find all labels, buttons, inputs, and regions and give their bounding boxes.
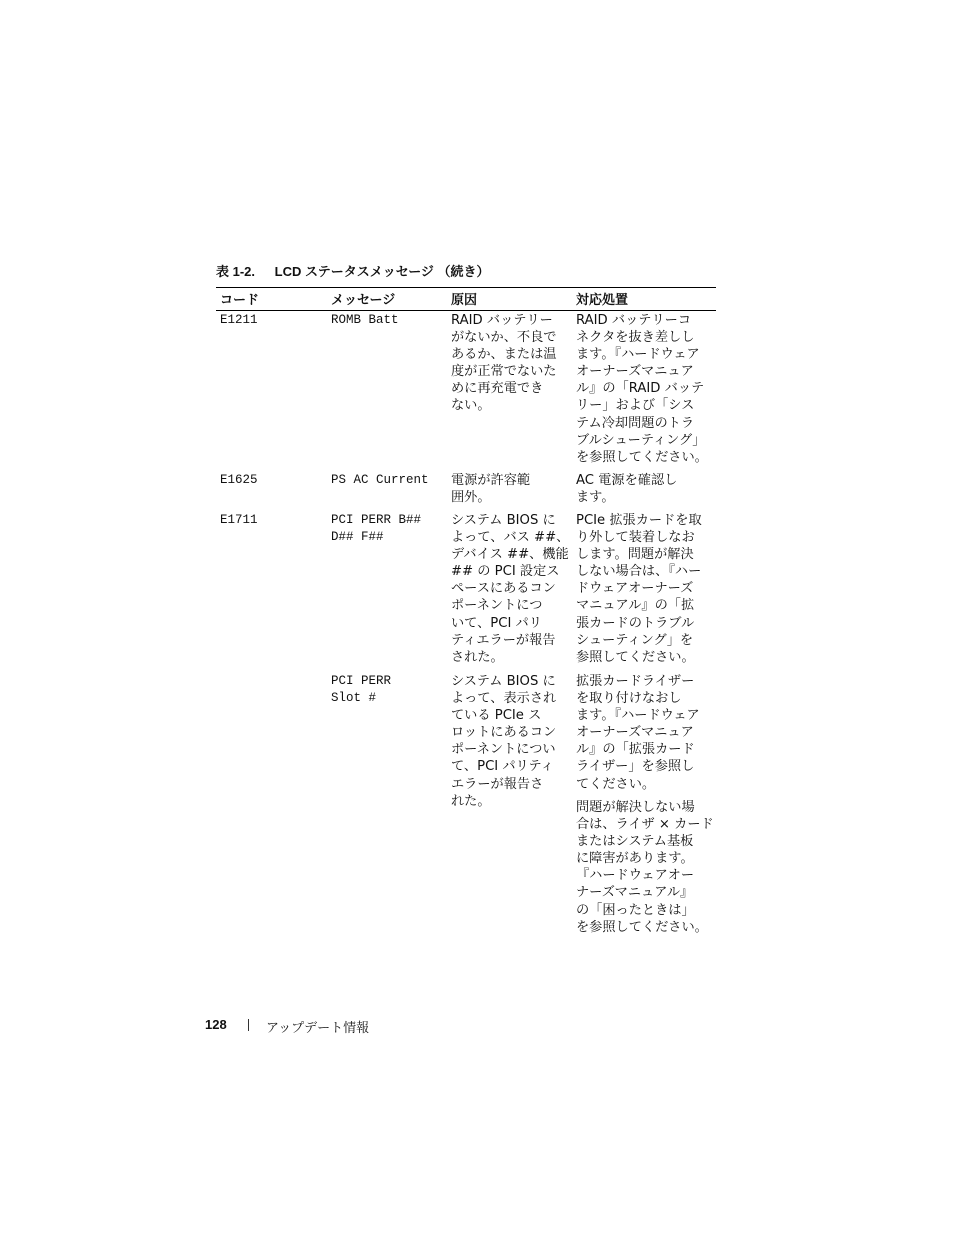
row-action-extra: 問題が解決しない場 合は、ライザ × カード またはシステム基板 に障害があります。 『ハードウェアオー ナーズマニュアル』 の「困ったときは」 を参照してください。 xyxy=(576,800,714,935)
table-caption-title: LCD ステータスメッセージ （続き） xyxy=(274,264,490,279)
section-title: アップデート情報 xyxy=(266,1021,370,1036)
row-message: PS AC Current xyxy=(331,473,429,487)
row-message: ROMB Batt xyxy=(331,313,399,327)
row-message: PCI PERR B## D## F## xyxy=(331,513,422,545)
row-cause: RAID バッテリー がないか、不良で あるか、または温 度が正常でないた めに再充電でき ない。 xyxy=(451,313,557,414)
row-cause: 電源が許容範 囲外。 xyxy=(451,473,531,506)
table-caption xyxy=(216,261,490,280)
row-action: 拡張カードライザー を取り付けなおし ます。『ハードウェア オーナーズマニュア ル』の「拡張カード ライザー」を参照し てください。 xyxy=(576,674,700,792)
row-code: E1625 xyxy=(220,473,258,487)
header-code: コード xyxy=(220,292,260,307)
row-code: E1711 xyxy=(220,513,258,527)
header-bottom-rule xyxy=(216,310,716,311)
table-caption-label: 表 1-2. xyxy=(216,264,256,279)
header-message: メッセージ xyxy=(331,292,396,307)
row-action: PCIe 拡張カードを取 り外して装着しなお します。問題が解決 しない場合は、『ハー ドウェアオーナーズ マニュアル』の「拡 張カードのトラブル シューティング」を 参照してください。 xyxy=(576,513,702,665)
row-message: PCI PERR Slot # xyxy=(331,674,392,706)
row-code: E1211 xyxy=(220,313,258,327)
header-cause: 原因 xyxy=(451,292,478,307)
row-cause: システム BIOS に よって、バス ##、 デバイス ##、機能 ## の PCI 設定ス ペースにあるコン ポーネントにつ いて、PCI パリ ティエラーが報告 された。 xyxy=(451,513,570,665)
page-number: 128 xyxy=(205,1017,227,1032)
row-action: RAID バッテリーコ ネクタを抜き差しし ます。『ハードウェア オーナーズマニュア ル』の「RAID バッテ リー」および「シス テム冷却問題のトラ ブルシューティング」 を参照してください。 xyxy=(576,313,708,465)
footer-separator xyxy=(248,1019,249,1031)
row-action: AC 電源を確認し ます。 xyxy=(576,473,678,506)
table-top-rule xyxy=(216,287,716,288)
row-cause: システム BIOS に よって、表示され ている PCIe ス ロットにあるコン ポーネントについ て、PCI パリティ エラーが報告さ れた。 xyxy=(451,674,557,809)
header-action: 対応処置 xyxy=(576,292,629,307)
